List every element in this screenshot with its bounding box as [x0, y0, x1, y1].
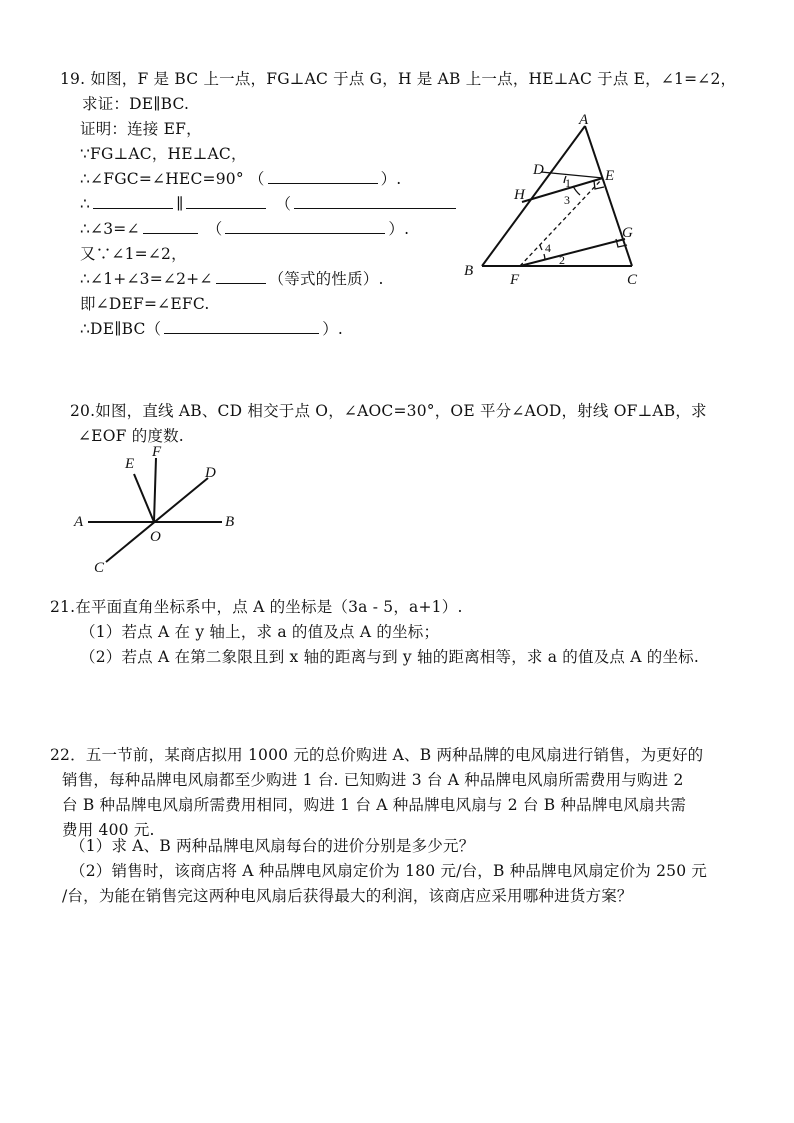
q19-proof-3b: ）.	[380, 170, 402, 188]
q19-proof-2: ∵FG⊥AC，HE⊥AC，	[80, 145, 247, 163]
label-angle-4: 4	[545, 241, 551, 255]
q22-line7: /台，为能在销售完这两种电风扇后获得最大的利润，该商店应采用哪种进货方案？	[62, 887, 633, 905]
q19-proof-9b: ）.	[322, 320, 344, 338]
q19-proof-9a: ∴DE∥BC（	[80, 320, 162, 338]
label-G: G	[622, 225, 633, 241]
label-B: B	[225, 514, 235, 530]
label-E: E	[125, 456, 135, 472]
label-F: F	[152, 444, 162, 460]
label-B: B	[464, 263, 474, 279]
q21-line1: 21.在平面直角坐标系中，点 A 的坐标是（3a - 5，a+1）.	[50, 598, 463, 616]
blank-reason-1[interactable]	[268, 168, 378, 184]
q19-line1: 19. 如图，F 是 BC 上一点，FG⊥AC 于点 G，H 是 AB 上一点，HE⊥AC 于点 E，∠1=∠2，	[60, 70, 737, 88]
q22-line1: 22．五一节前，某商店拟用 1000 元的总价购进 A、B 两种品牌的电风扇进行销售，为更好的	[50, 746, 704, 764]
q21-line3: （2）若点 A 在第二象限且到 x 轴的距离与到 y 轴的距离相等，求 a 的值及点 A 的坐标.	[80, 648, 699, 666]
q19-proof-5a: ∴∠3=∠	[80, 220, 140, 238]
blank-angle-2[interactable]	[216, 268, 266, 284]
label-D: D	[205, 465, 216, 481]
q19-triangle-figure	[460, 108, 660, 293]
q22-line5: （1）求 A、B 两种品牌电风扇每台的进价分别是多少元？	[70, 837, 475, 855]
q19-proof-5	[80, 218, 409, 240]
q19-proof-4b: ∥	[176, 195, 184, 213]
label-A: A	[74, 514, 84, 530]
blank-reason-4[interactable]	[164, 318, 319, 334]
q19-proof-8: 即∠DEF=∠EFC.	[80, 295, 210, 313]
q22-line2: 销售，每种品牌电风扇都至少购进 1 台. 已知购进 3 台 A 种品牌电风扇所需费用与购进 2	[62, 771, 684, 789]
label-E: E	[605, 168, 615, 184]
label-angle-1: 1	[565, 176, 571, 190]
q20-line2: ∠EOF 的度数.	[78, 427, 184, 445]
label-H: H	[514, 187, 525, 203]
q19-proof-5b: （	[206, 220, 223, 238]
q19-proof-7a: ∴∠1+∠3=∠2+∠	[80, 270, 213, 288]
q19-proof-6: 又∵∠1=∠2，	[80, 245, 187, 263]
q19-proof-1: 证明：连接 EF，	[80, 120, 202, 138]
label-C: C	[94, 560, 105, 576]
q21-line2: （1）若点 A 在 y 轴上，求 a 的值及点 A 的坐标；	[80, 623, 440, 641]
q19-proof-4	[80, 193, 459, 215]
q22-line4: 费用 400 元.	[62, 821, 155, 839]
label-D: D	[533, 162, 544, 178]
q22-line3: 台 B 种品牌电风扇所需费用相同，购进 1 台 A 种品牌电风扇与 2 台 B 种品牌电风扇共需	[62, 796, 687, 814]
label-O: O	[150, 529, 161, 545]
q19-proof-5c: ）.	[388, 220, 410, 238]
q19-line2: 求证：DE∥BC.	[82, 95, 190, 113]
label-angle-2: 2	[559, 253, 565, 267]
q19-proof-9	[80, 318, 343, 340]
blank-angle-1[interactable]	[143, 218, 198, 234]
q20-lines-figure	[70, 440, 250, 580]
label-A: A	[579, 112, 589, 128]
q19-proof-3	[80, 168, 401, 190]
blank-line-1[interactable]	[93, 193, 173, 209]
q20-line1: 20.如图，直线 AB、CD 相交于点 O，∠AOC=30°，OE 平分∠AOD，射线 OF⊥AB，求	[70, 402, 707, 420]
blank-line-2[interactable]	[186, 193, 266, 209]
label-C: C	[627, 272, 638, 288]
q19-proof-4c: （	[275, 195, 292, 213]
blank-reason-3[interactable]	[225, 218, 385, 234]
label-angle-3: 3	[564, 193, 570, 207]
q19-proof-4a: ∴	[80, 195, 91, 213]
q19-proof-7	[80, 268, 384, 290]
q22-line6: （2）销售时，该商店将 A 种品牌电风扇定价为 180 元/台，B 种品牌电风扇定价为 250 元	[70, 862, 708, 880]
q19-proof-7b: （等式的性质）.	[268, 270, 384, 288]
blank-reason-2[interactable]	[294, 193, 456, 209]
q19-proof-3a: ∴∠FGC=∠HEC=90° （	[80, 170, 265, 188]
label-F: F	[510, 272, 520, 288]
